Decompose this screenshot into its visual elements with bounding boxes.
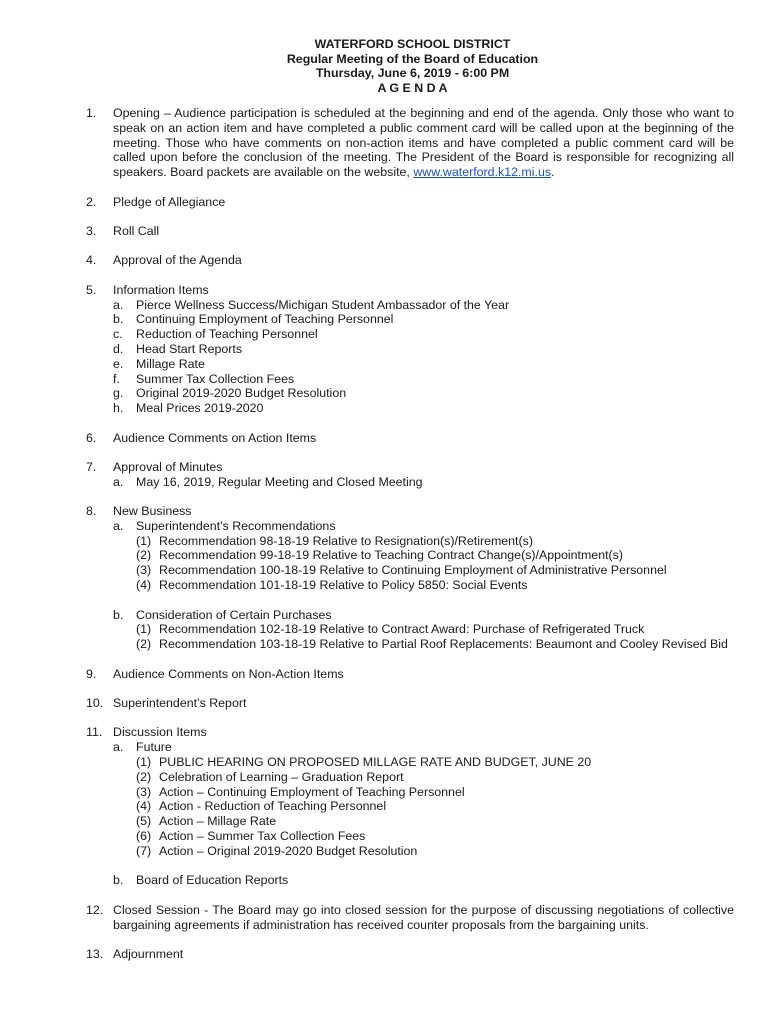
rec-text: Recommendation 102-18-19 Relative to Contract Award: Purchase of Refrigerated Truck (159, 622, 645, 637)
sub-item (113, 519, 734, 593)
sub-letter: h. (113, 401, 124, 416)
item-number: 2. (86, 194, 97, 209)
rec-text: Recommendation 99-18-19 Relative to Teaching Contract Change(s)/Appointment(s) (159, 548, 623, 563)
rec-number: (7) (136, 843, 152, 858)
item-number: 13. (86, 946, 104, 961)
spacer (113, 859, 734, 874)
future-item (136, 755, 734, 770)
sub-letter: f. (113, 371, 120, 386)
agenda-item-superintendent-report (86, 696, 734, 711)
sub-letter: g. (113, 386, 124, 401)
rec-text: Action – Continuing Employment of Teaching Personnel (159, 784, 465, 799)
recommendation-item (136, 622, 734, 637)
sub-text: Continuing Employment of Teaching Personnel (136, 312, 394, 327)
item-number: 8. (86, 504, 97, 519)
sub-text: Superintendent’s Recommendations (136, 518, 336, 533)
sub-text: Head Start Reports (136, 341, 243, 356)
sub-item (113, 740, 734, 858)
rec-text: Action - Reduction of Teaching Personnel (159, 799, 387, 814)
recommendation-item (136, 548, 734, 563)
agenda-list (86, 106, 734, 976)
rec-text: PUBLIC HEARING ON PROPOSED MILLAGE RATE AND BUDGET, JUNE 20 (159, 755, 592, 770)
agenda-title: A G E N D A (377, 80, 448, 95)
meeting-title: Regular Meeting of the Board of Education (286, 51, 539, 66)
rec-number: (4) (136, 799, 152, 814)
item-text (113, 106, 734, 180)
website-link[interactable]: www.waterford.k12.mi.us (413, 165, 552, 180)
meeting-date: Thursday, June 6, 2019 - 6:00 PM (315, 66, 510, 81)
agenda-item-closed-session (86, 903, 734, 933)
item-number: 4. (86, 253, 97, 268)
item-number: 5. (86, 282, 97, 297)
future-item (136, 829, 734, 844)
item-text: Information Items (113, 282, 209, 297)
spacer (113, 593, 734, 608)
sub-item (113, 608, 734, 652)
item-number: 3. (86, 223, 97, 238)
item-number: 9. (86, 666, 97, 681)
rec-number: (2) (136, 637, 152, 652)
sub-letter: a. (113, 518, 124, 533)
item-number: 7. (86, 459, 97, 474)
rec-text: Action – Summer Tax Collection Fees (159, 829, 366, 844)
item-text: Audience Comments on Non-Action Items (113, 666, 344, 681)
future-item (136, 799, 734, 814)
sub-letter: d. (113, 341, 124, 356)
sub-item (113, 342, 734, 357)
sub-item (113, 298, 734, 313)
sub-letter: a. (113, 474, 124, 489)
sub-letter: b. (113, 607, 124, 622)
district-name: WATERFORD SCHOOL DISTRICT (314, 37, 511, 51)
item-number: 10. (86, 696, 104, 711)
future-item (136, 844, 734, 859)
sub-text: Meal Prices 2019-2020 (136, 401, 264, 416)
sub-text: Pierce Wellness Success/Michigan Student Ambassador of the Year (136, 297, 510, 312)
sub-item (113, 357, 734, 372)
item-text: Pledge of Allegiance (113, 194, 226, 209)
rec-text: Recommendation 101-18-19 Relative to Policy 5850: Social Events (159, 578, 528, 593)
sub-letter: b. (113, 873, 124, 888)
sub-letter: a. (113, 297, 124, 312)
agenda-item-roll-call (86, 224, 734, 239)
item-text: Closed Session - The Board may go into closed session for the purpose of discussing negotiations of collective bargaining agreements if administration has received counter proposals from the bargaining units. (113, 902, 734, 932)
agenda-item-pledge (86, 195, 734, 210)
agenda-item-audience-non-action (86, 667, 734, 682)
sub-text: Millage Rate (136, 356, 205, 371)
item-text: Audience Comments on Action Items (113, 430, 317, 445)
sub-item (113, 372, 734, 387)
opening-tail: . (551, 165, 555, 180)
item-number: 12. (86, 902, 104, 917)
document-header (0, 37, 770, 95)
sub-letter: c. (113, 327, 123, 342)
sub-text: Consideration of Certain Purchases (136, 607, 332, 622)
rec-text: Recommendation 103-18-19 Relative to Partial Roof Replacements: Beaumont and Cooley Revised Bid (159, 637, 728, 652)
agenda-item-opening (86, 106, 734, 180)
rec-number: (1) (136, 533, 152, 548)
rec-number: (5) (136, 814, 152, 829)
recommendation-item (136, 563, 734, 578)
sub-item (113, 386, 734, 401)
item-text: Roll Call (113, 223, 160, 238)
rec-text: Action – Original 2019-2020 Budget Resolution (159, 843, 418, 858)
item-number: 1. (86, 106, 97, 120)
rec-number: (2) (136, 548, 152, 563)
sub-text: Board of Education Reports (136, 873, 289, 888)
sub-item (113, 873, 734, 888)
rec-text: Recommendation 98-18-19 Relative to Resignation(s)/Retirement(s) (159, 533, 533, 548)
sub-text: Future (136, 740, 172, 755)
recommendation-item (136, 637, 734, 652)
sub-text: Reduction of Teaching Personnel (136, 327, 318, 342)
future-item (136, 785, 734, 800)
sub-item (113, 312, 734, 327)
item-text: New Business (113, 504, 192, 519)
item-text: Adjournment (113, 946, 184, 961)
sub-item (113, 327, 734, 342)
sub-item (113, 475, 734, 490)
future-item (136, 814, 734, 829)
recommendation-item (136, 578, 734, 593)
future-item (136, 770, 734, 785)
item-text: Discussion Items (113, 725, 207, 740)
rec-text: Action – Millage Rate (159, 814, 277, 829)
sub-text: Original 2019-2020 Budget Resolution (136, 386, 347, 401)
rec-number: (1) (136, 622, 152, 637)
rec-number: (4) (136, 578, 152, 593)
agenda-item-approval-agenda (86, 253, 734, 268)
rec-text: Recommendation 100-18-19 Relative to Continuing Employment of Administrative Personnel (159, 563, 667, 578)
item-number: 6. (86, 430, 97, 445)
sub-text: May 16, 2019, Regular Meeting and Closed Meeting (136, 474, 423, 489)
agenda-item-new-business (86, 504, 734, 652)
rec-number: (3) (136, 563, 152, 578)
rec-number: (3) (136, 784, 152, 799)
rec-number: (6) (136, 829, 152, 844)
rec-number: (2) (136, 769, 152, 784)
recommendation-item (136, 534, 734, 549)
opening-text: Opening – Audience participation is scheduled at the beginning and end of the agenda. Only those who want to speak on an action item and have completed a public comment card will be called upon at the beginning of the meeting. Those who have comments on non-action items and have completed a public comment card will be called upon before the conclusion of the meeting. The President of the Board is responsible for recognizing all speakers. Board packets are available on the website, (113, 106, 734, 180)
item-text: Approval of Minutes (113, 459, 223, 474)
rec-number: (1) (136, 755, 152, 770)
agenda-item-minutes (86, 460, 734, 490)
agenda-item-discussion (86, 725, 734, 888)
sub-letter: e. (113, 356, 124, 371)
item-text: Approval of the Agenda (113, 253, 242, 268)
rec-text: Celebration of Learning – Graduation Report (159, 769, 404, 784)
sub-text: Summer Tax Collection Fees (136, 371, 295, 386)
sub-item (113, 401, 734, 416)
agenda-item-audience-action (86, 431, 734, 446)
sub-letter: b. (113, 312, 124, 327)
item-text: Superintendent’s Report (113, 696, 247, 711)
item-number: 11. (86, 725, 103, 740)
agenda-item-information (86, 283, 734, 416)
sub-letter: a. (113, 740, 124, 755)
agenda-item-adjournment (86, 947, 734, 962)
